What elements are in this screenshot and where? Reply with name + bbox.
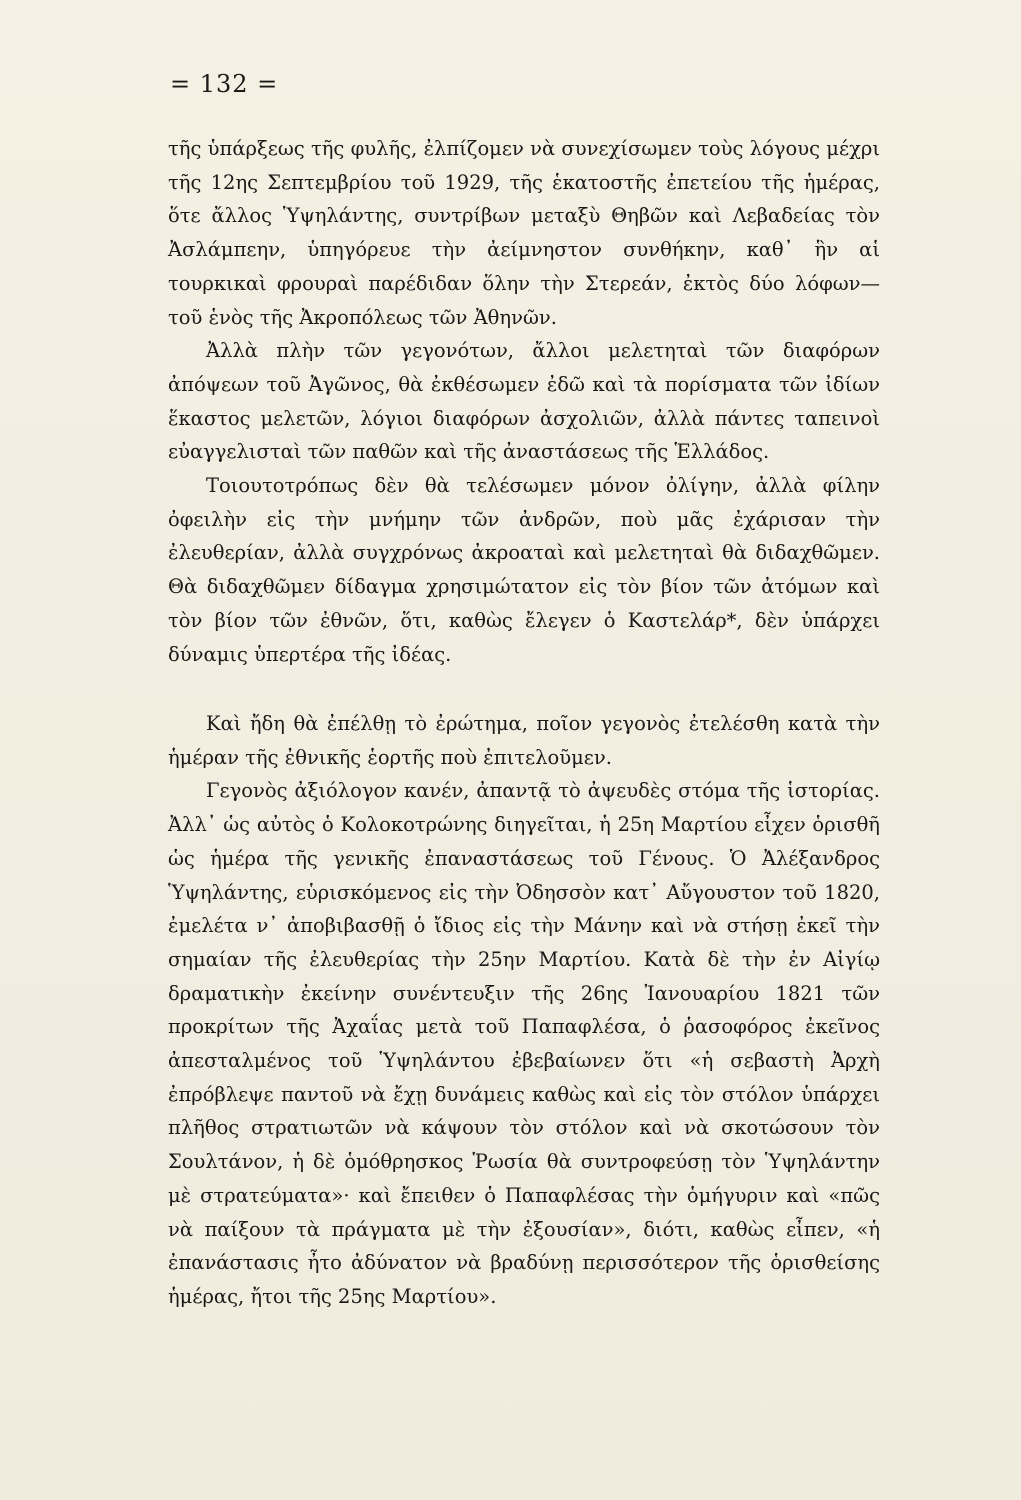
paragraph-2: Ἀλλὰ πλὴν τῶν γεγονότων, ἄλλοι μελετηταὶ τῶν διαφόρων ἀπόψεων τοῦ Ἀγῶνος, θὰ ἐκθέσωμεν ἐδῶ καὶ τὰ πορίσματα τῶν ἰδίων ἕκαστος μελετῶν, λόγιοι διαφόρων ἀσχολιῶν, ἀλλὰ πάντες ταπεινοὶ εὐαγγελισταὶ τῶν παθῶν καὶ τῆς ἀναστάσεως τῆς Ἑλλάδος. <box>168 339 880 464</box>
text-block-top <box>168 132 880 671</box>
paragraph-4: Καὶ ἤδη θὰ ἐπέλθῃ τὸ ἐρώτημα, ποῖον γεγονὸς ἐτελέσθη κατὰ τὴν ἡμέραν τῆς ἐθνικῆς ἑορτῆς ποὺ ἐπιτελοῦμεν. <box>168 712 880 769</box>
paragraph-5: Γεγονὸς ἀξιόλογον κανέν, ἀπαντᾷ τὸ ἀψευδὲς στόμα τῆς ἱστορίας. Ἀλλ᾽ ὡς αὐτὸς ὁ Κολοκοτρώνης διηγεῖται, ἡ 25η Μαρτίου εἶχεν ὁρισθῆ ὡς ἡμέρα τῆς γενικῆς ἐπαναστάσεως τοῦ Γένους. Ὁ Ἀλέξανδρος Ὑψηλάντης, εὑρισκόμενος εἰς τὴν Ὀδησσὸν κατ᾽ Αὔγουστον τοῦ 1820, ἐμελέτα ν᾽ ἀποβιβασθῇ ὁ ἴδιος εἰς τὴν Μάνην καὶ νὰ στήσῃ ἐκεῖ τὴν σημαίαν τῆς ἐλευθερίας τὴν 25ην Μαρτίου. Κατὰ δὲ τὴν ἐν Αἰγίῳ δραματικὴν ἐκείνην συνέντευξιν τῆς 26ης Ἰανουαρίου 1821 τῶν προκρίτων τῆς Ἀχαΐας μετὰ τοῦ Παπαφλέσα, ὁ ῥασοφόρος ἐκεῖνος ἀπεσταλμένος τοῦ Ὑψηλάντου ἐβεβαίωνεν ὅτι «ἡ σεβαστὴ Ἀρχὴ ἐπρόβλεψε παντοῦ νὰ ἔχῃ δυνάμεις καθὼς καὶ εἰς τὸν στόλον ὑπάρχει πλῆθος στρατιωτῶν νὰ κάψουν τὸν στόλον καὶ νὰ σκοτώσουν τὸν Σουλτάνον, ἡ δὲ ὁμόθρησκος Ῥωσία θὰ συντροφεύσῃ τὸν Ὑψηλάντην μὲ στρατεύματα»· καὶ ἔπειθεν ὁ Παπαφλέσας τὴν ὁμήγυριν καὶ «πῶς νὰ παίξουν τὰ πράγματα μὲ τὴν ἐξουσίαν», διότι, καθὼς εἶπεν, «ἡ ἐπανάστασις ἦτο ἀδύνατον νὰ βραδύνῃ περισσότερον τῆς ὁρισθείσης ἡμέρας, ἤτοι τῆς 25ης Μαρτίου». <box>168 779 880 1308</box>
text-block-bottom <box>168 707 880 1314</box>
paragraph-3: Τοιουτοτρόπως δὲν θὰ τελέσωμεν μόνον ὀλίγην, ἀλλὰ φίλην ὀφειλὴν εἰς τὴν μνήμην τῶν ἀνδρῶν, ποὺ μᾶς ἐχάρισαν τὴν ἐλευθερίαν, ἀλλὰ συγχρόνως ἀκροαταὶ καὶ μελετηταὶ θὰ διδαχθῶμεν. Θὰ διδαχθῶμεν δίδαγμα χρησιμώτατον εἰς τὸν βίον τῶν ἀτόμων καὶ τὸν βίον τῶν ἐθνῶν, ὅτι, καθὼς ἔλεγεν ὁ Καστελάρ*, δὲν ὑπάρχει δύναμις ὑπερτέρα τῆς ἰδέας. <box>168 474 880 666</box>
page-number: = 132 = <box>170 70 279 98</box>
paragraph-1: τῆς ὑπάρξεως τῆς φυλῆς, ἐλπίζομεν νὰ συνεχίσωμεν τοὺς λόγους μέχρι τῆς 12ης Σεπτεμβρίου τοῦ 1929, τῆς ἑκατοστῆς ἐπετείου τῆς ἡμέρας, ὅτε ἄλλος Ὑψηλάντης, συντρίβων μεταξὺ Θηβῶν καὶ Λεβαδείας τὸν Ἀσλάμπεην, ὑπηγόρευε τὴν ἀείμνηστον συνθήκην, καθ᾽ ἣν αἱ τουρκικαὶ φρουραὶ παρέδιδαν ὅλην τὴν Στερεάν, ἐκτὸς δύο λόφων—τοῦ ἑνὸς τῆς Ἀκροπόλεως τῶν Ἀθηνῶν. <box>168 137 880 329</box>
